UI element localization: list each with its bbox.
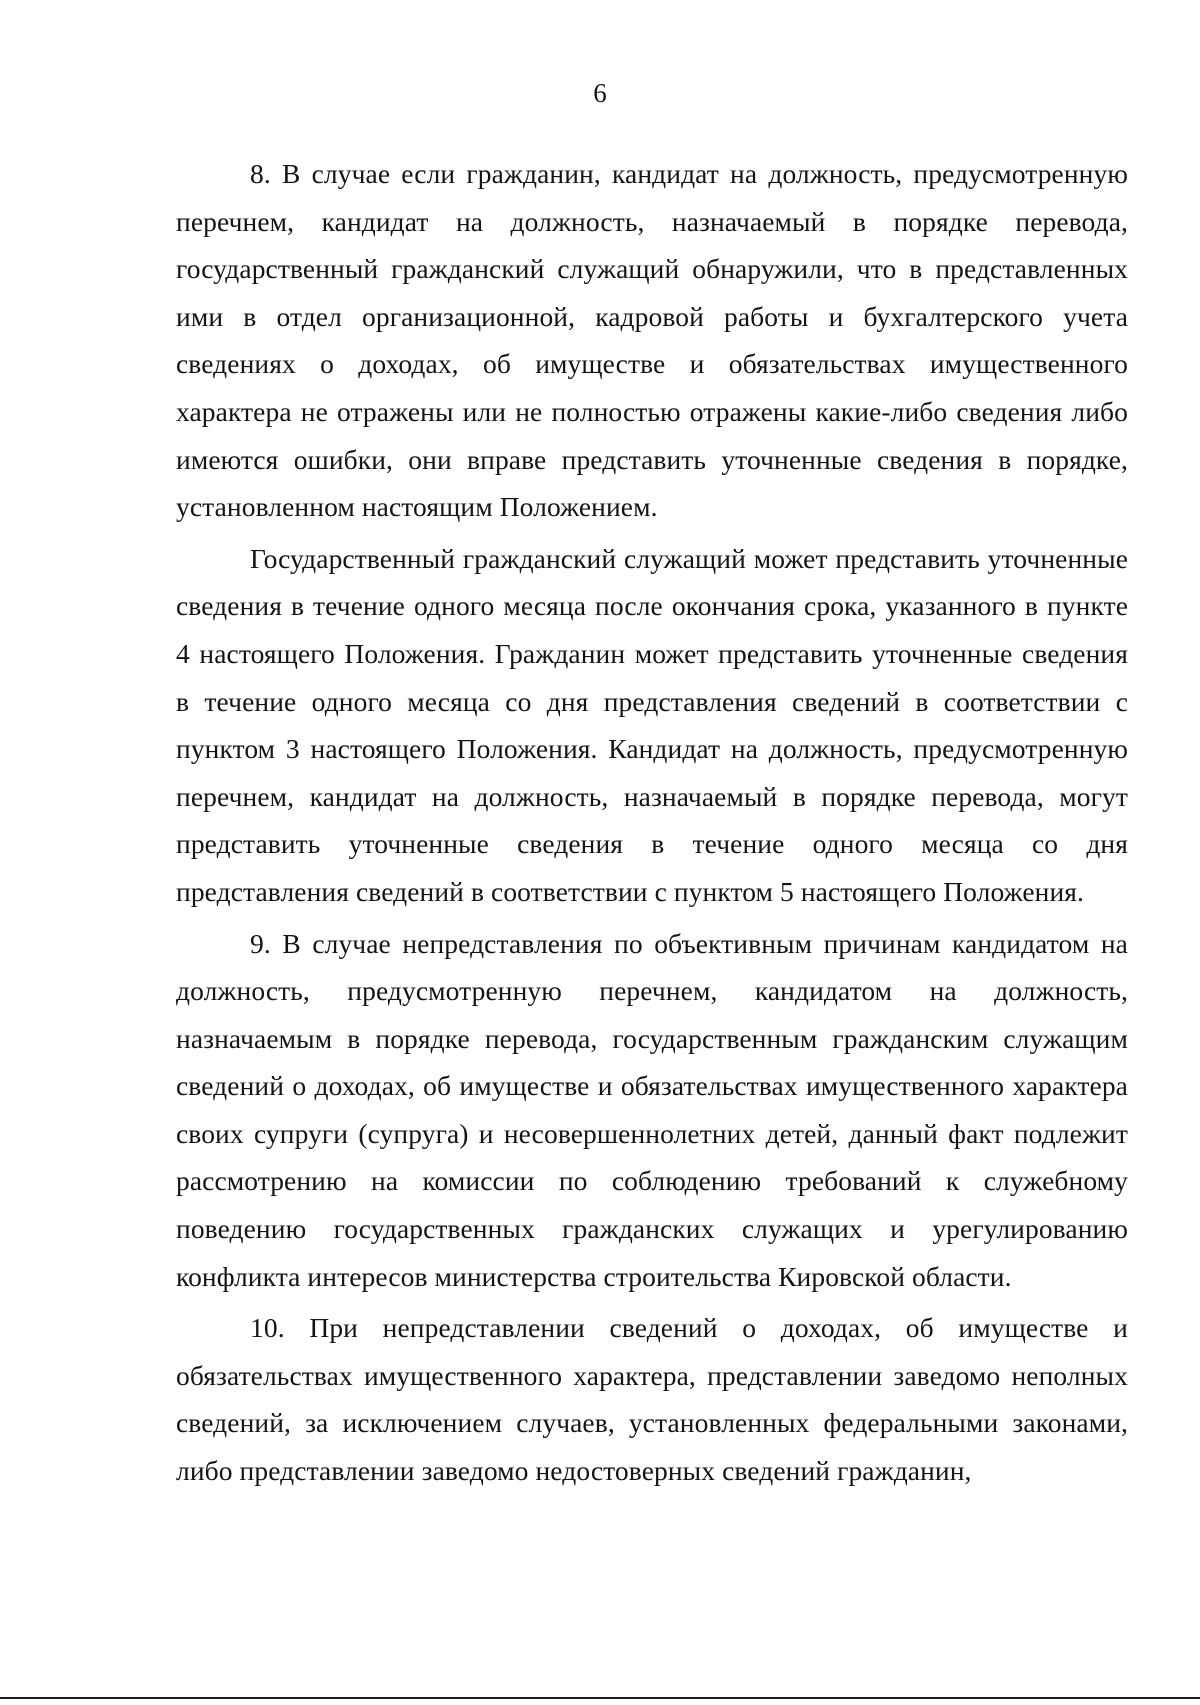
bottom-divider <box>0 1697 1200 1699</box>
page-number: 6 <box>593 78 607 108</box>
paragraph-8-continued: Государственный гражданский служащий может представить уточненные сведения в течение одного месяца после окончания срока, указанного в пункте 4 настоящего Положения. Гражданин может представить уточненные сведения в течение одного месяца со дня представления сведений в соответствии с пунктом 3 настоящего Положения. Кандидат на должность, предусмотренную перечнем, кандидат на должность, назначаемый в порядке перевода, могут представить уточненные сведения в течение одного месяца со дня представления сведений в соответствии с пунктом 5 настоящего Положения. <box>176 542 1128 907</box>
document-body <box>176 150 1128 1499</box>
paragraph-10: 10. При непредставлении сведений о доходах, об имуществе и обязательствах имущественного характера, представлении заведомо неполных сведений, за исключением случаев, установленных федеральными законами, либо представлении заведомо недостоверных сведений гражданин, <box>176 1312 1128 1487</box>
paragraph-9: 9. В случае непредставления по объективным причинам кандидатом на должность, предусмотренную перечнем, кандидатом на должность, назначаемым в порядке перевода, государственным гражданским служащим сведений о доходах, об имуществе и обязательствах имущественного характера своих супруги (супруга) и несовершеннолетних детей, данный факт подлежит рассмотрению на комиссии по соблюдению требований к служебному поведению государственных гражданских служащих и урегулированию конфликта интересов министерства строительства Кировской области. <box>176 927 1128 1292</box>
paragraph-8: 8. В случае если гражданин, кандидат на должность, предусмотренную перечнем, кандидат на должность, назначаемый в порядке перевода, государственный гражданский служащий обнаружили, что в представленных ими в отдел организационной, кадровой работы и бухгалтерского учета сведениях о доходах, об имуществе и обязательствах имущественного характера не отражены или не полностью отражены какие-либо сведения либо имеются ошибки, они вправе представить уточненные сведения в порядке, установленном настоящим Положением. <box>176 158 1128 523</box>
